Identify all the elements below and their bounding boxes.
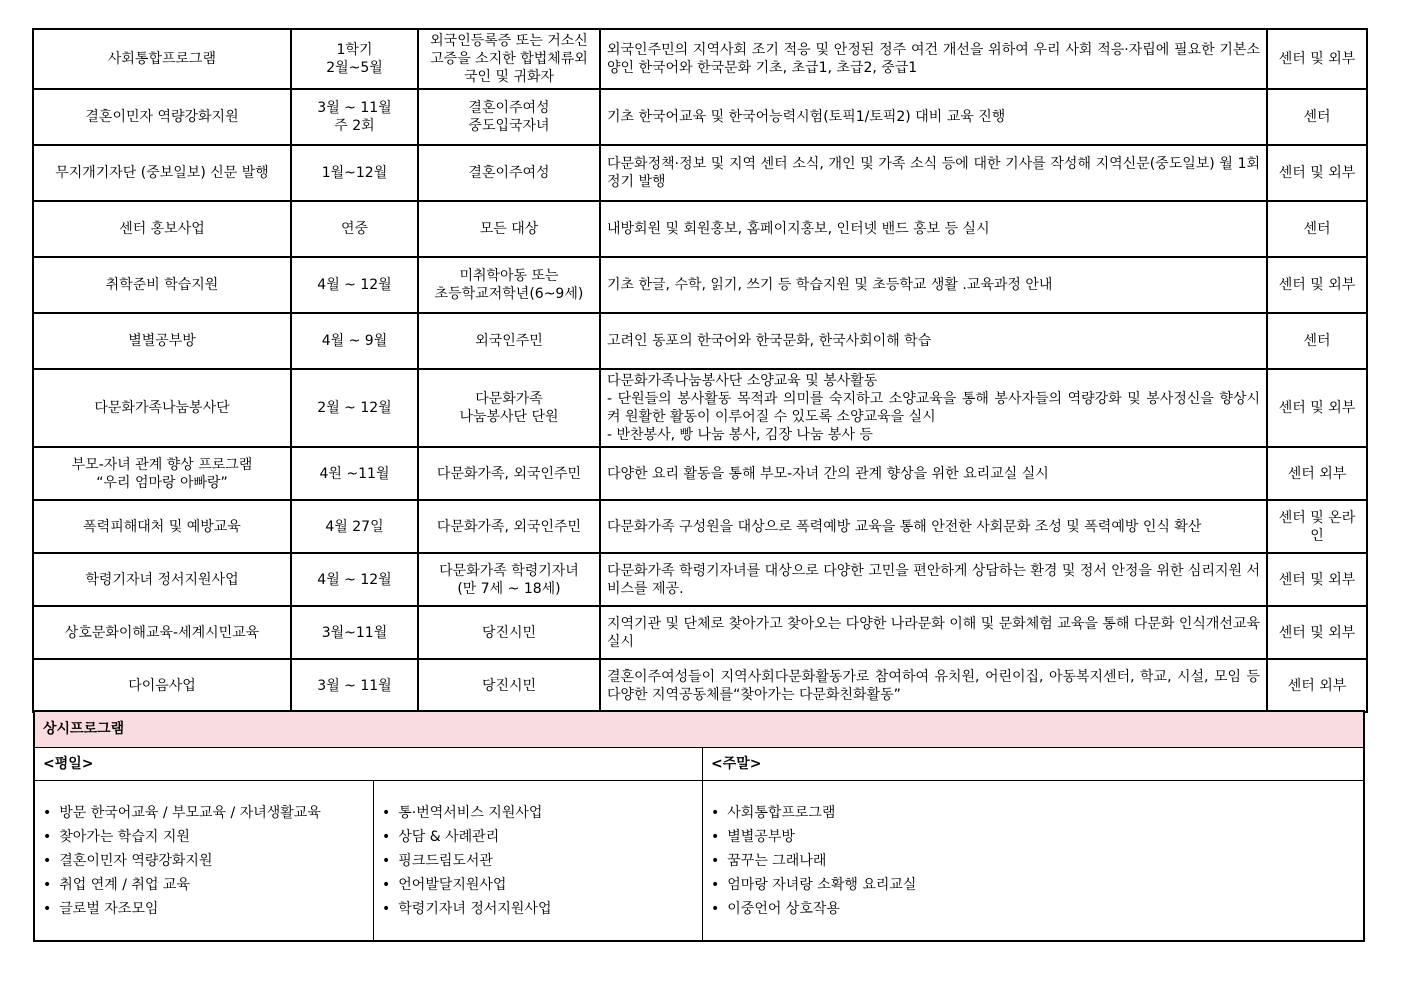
program-target: 모든 대상 xyxy=(418,201,600,257)
program-row xyxy=(33,369,1367,447)
program-name: 결혼이민자 역량강화지원 xyxy=(33,89,291,145)
program-name: 학령기자녀 정서지원사업 xyxy=(33,553,291,606)
program-content: 다문화가족 학령기자녀를 대상으로 다양한 고민을 편안하게 상담하는 환경 및 정서 안정을 위한 심리지원 서비스를 제공. xyxy=(600,553,1267,606)
program-name: 폭력피해대처 및 예방교육 xyxy=(33,500,291,553)
program-content: 외국인주민의 지역사회 조기 적응 및 안정된 정주 여건 개선을 위하여 우리 사회 적응·자립에 필요한 기본소양인 한국어와 한국문화 기초, 초급1, 초급2, 중급1 xyxy=(600,29,1267,89)
weekday-label: <평일> xyxy=(35,748,703,781)
program-place: 센터 외부 xyxy=(1267,659,1367,712)
program-content: 다문화가족 구성원을 대상으로 폭력예방 교육을 통해 안전한 사회문화 조성 및 폭력예방 인식 확산 xyxy=(600,500,1267,553)
program-content: 기초 한국어교육 및 한국어능력시험(토픽1/토픽2) 대비 교육 진행 xyxy=(600,89,1267,145)
program-target: 외국인주민 xyxy=(418,313,600,369)
program-target: 당진시민 xyxy=(418,606,600,659)
program-period: 4월 27일 xyxy=(291,500,418,553)
program-target: 외국인등록증 또는 거소신고증을 소지한 합법체류외국인 및 귀화자 xyxy=(418,29,600,89)
program-row xyxy=(33,201,1367,257)
program-target: 다문화가족 학령기자녀 (만 7세 ~ 18세) xyxy=(418,553,600,606)
program-period: 3월 ~ 11월 xyxy=(291,659,418,712)
program-content: 다양한 요리 활동을 통해 부모-자녀 간의 관계 향상을 위한 요리교실 실시 xyxy=(600,447,1267,500)
program-name: 취학준비 학습지원 xyxy=(33,257,291,313)
list-item: • 결혼이민자 역량강화지원 xyxy=(43,849,373,873)
program-period: 4월 ~ 9월 xyxy=(291,313,418,369)
weekend-list xyxy=(703,781,1363,940)
program-target: 결혼이주여성 중도입국자녀 xyxy=(418,89,600,145)
program-name: 사회통합프로그램 xyxy=(33,29,291,89)
program-table xyxy=(32,28,1368,713)
program-period: 1학기 2월~5월 xyxy=(291,29,418,89)
program-place: 센터 및 외부 xyxy=(1267,606,1367,659)
list-item: • 사회통합프로그램 xyxy=(711,801,1363,825)
program-place: 센터 및 외부 xyxy=(1267,369,1367,447)
program-content: 다문화정책·정보 및 지역 센터 소식, 개인 및 가족 소식 등에 대한 기사를 작성해 지역신문(중도일보) 월 1회 정기 발행 xyxy=(600,145,1267,201)
weekday-list-1 xyxy=(35,781,373,940)
list-item: • 꿈꾸는 그래나래 xyxy=(711,849,1363,873)
program-row xyxy=(33,500,1367,553)
program-period: 1월~12월 xyxy=(291,145,418,201)
program-name: 다이음사업 xyxy=(33,659,291,712)
list-item: • 취업 연계 / 취업 교육 xyxy=(43,873,373,897)
program-target: 다문화가족, 외국인주민 xyxy=(418,447,600,500)
program-place: 센터 xyxy=(1267,313,1367,369)
program-content: 내방회원 및 회원홍보, 홈페이지홍보, 인터넷 밴드 홍보 등 실시 xyxy=(600,201,1267,257)
list-item: • 상담 & 사례관리 xyxy=(382,825,702,849)
program-target: 미취학아동 또는 초등학교저학년(6~9세) xyxy=(418,257,600,313)
program-target: 다문화가족, 외국인주민 xyxy=(418,500,600,553)
program-row xyxy=(33,89,1367,145)
list-item: • 이중언어 상호작용 xyxy=(711,897,1363,921)
program-table-body xyxy=(33,29,1367,712)
program-row xyxy=(33,447,1367,500)
list-item: • 통·번역서비스 지원사업 xyxy=(382,801,702,825)
program-period: 연중 xyxy=(291,201,418,257)
program-name: 상호문화이해교육-세계시민교육 xyxy=(33,606,291,659)
program-period: 4월 ~ 12월 xyxy=(291,553,418,606)
program-place: 센터 외부 xyxy=(1267,447,1367,500)
program-row xyxy=(33,606,1367,659)
weekday-list-2 xyxy=(374,781,702,940)
list-item: • 학령기자녀 정서지원사업 xyxy=(382,897,702,921)
list-item: • 별별공부방 xyxy=(711,825,1363,849)
list-item: • 방문 한국어교육 / 부모교육 / 자녀생활교육 xyxy=(43,801,373,825)
program-target: 결혼이주여성 xyxy=(418,145,600,201)
program-row xyxy=(33,29,1367,89)
program-period: 3월 ~ 11월 주 2회 xyxy=(291,89,418,145)
program-name: 센터 홍보사업 xyxy=(33,201,291,257)
program-row xyxy=(33,553,1367,606)
program-name: 다문화가족나눔봉사단 xyxy=(33,369,291,447)
program-place: 센터 및 외부 xyxy=(1267,257,1367,313)
program-place: 센터 및 온라인 xyxy=(1267,500,1367,553)
program-name: 별별공부방 xyxy=(33,313,291,369)
always-program-box xyxy=(33,710,1365,942)
program-content: 기초 한글, 수학, 읽기, 쓰기 등 학습지원 및 초등학교 생활 .교육과정 안내 xyxy=(600,257,1267,313)
program-row xyxy=(33,659,1367,712)
program-period: 4월 ~ 12월 xyxy=(291,257,418,313)
always-program-title: 상시프로그램 xyxy=(35,712,1363,748)
program-place: 센터 및 외부 xyxy=(1267,29,1367,89)
list-item: • 언어발달지원사업 xyxy=(382,873,702,897)
program-target: 다문화가족 나눔봉사단 단원 xyxy=(418,369,600,447)
program-name: 무지개기자단 (중보일보) 신문 발행 xyxy=(33,145,291,201)
program-content: 결혼이주여성들이 지역사회다문화활동가로 참여하여 유치원, 어린이집, 아동복지센터, 학교, 시설, 모임 등 다양한 지역공동체를“찾아가는 다문화친화활동” xyxy=(600,659,1267,712)
program-period: 3월~11월 xyxy=(291,606,418,659)
program-period: 4원 ~11월 xyxy=(291,447,418,500)
program-place: 센터 xyxy=(1267,201,1367,257)
program-place: 센터 및 외부 xyxy=(1267,145,1367,201)
list-item: • 핑크드림도서관 xyxy=(382,849,702,873)
program-place: 센터 xyxy=(1267,89,1367,145)
program-content: 지역기관 및 단체로 찾아가고 찾아오는 다양한 나라문화 이해 및 문화체험 교육을 통해 다문화 인식개선교육 실시 xyxy=(600,606,1267,659)
program-row xyxy=(33,145,1367,201)
program-content: 다문화가족나눔봉사단 소양교육 및 봉사활동 - 단원들의 봉사활동 목적과 의미를 숙지하고 소양교육을 통해 봉사자들의 역량강화 및 봉사정신을 향상시켜 원활한 활동이 이루어질 수 있도록 소양교육을 실시 - 반찬봉사, 빵 나눔 봉사, 김장 나눔 봉사 등 xyxy=(600,369,1267,447)
program-period: 2월 ~ 12월 xyxy=(291,369,418,447)
list-item: • 찾아가는 학습지 지원 xyxy=(43,825,373,849)
list-item: • 글로벌 자조모임 xyxy=(43,897,373,921)
program-row xyxy=(33,257,1367,313)
program-row xyxy=(33,313,1367,369)
list-item: • 엄마랑 자녀랑 소확행 요리교실 xyxy=(711,873,1363,897)
program-target: 당진시민 xyxy=(418,659,600,712)
program-content: 고려인 동포의 한국어와 한국문화, 한국사회이해 학습 xyxy=(600,313,1267,369)
program-place: 센터 및 외부 xyxy=(1267,553,1367,606)
program-name: 부모-자녀 관계 향상 프로그램 “우리 엄마랑 아빠랑” xyxy=(33,447,291,500)
weekend-label: <주말> xyxy=(703,748,1363,781)
